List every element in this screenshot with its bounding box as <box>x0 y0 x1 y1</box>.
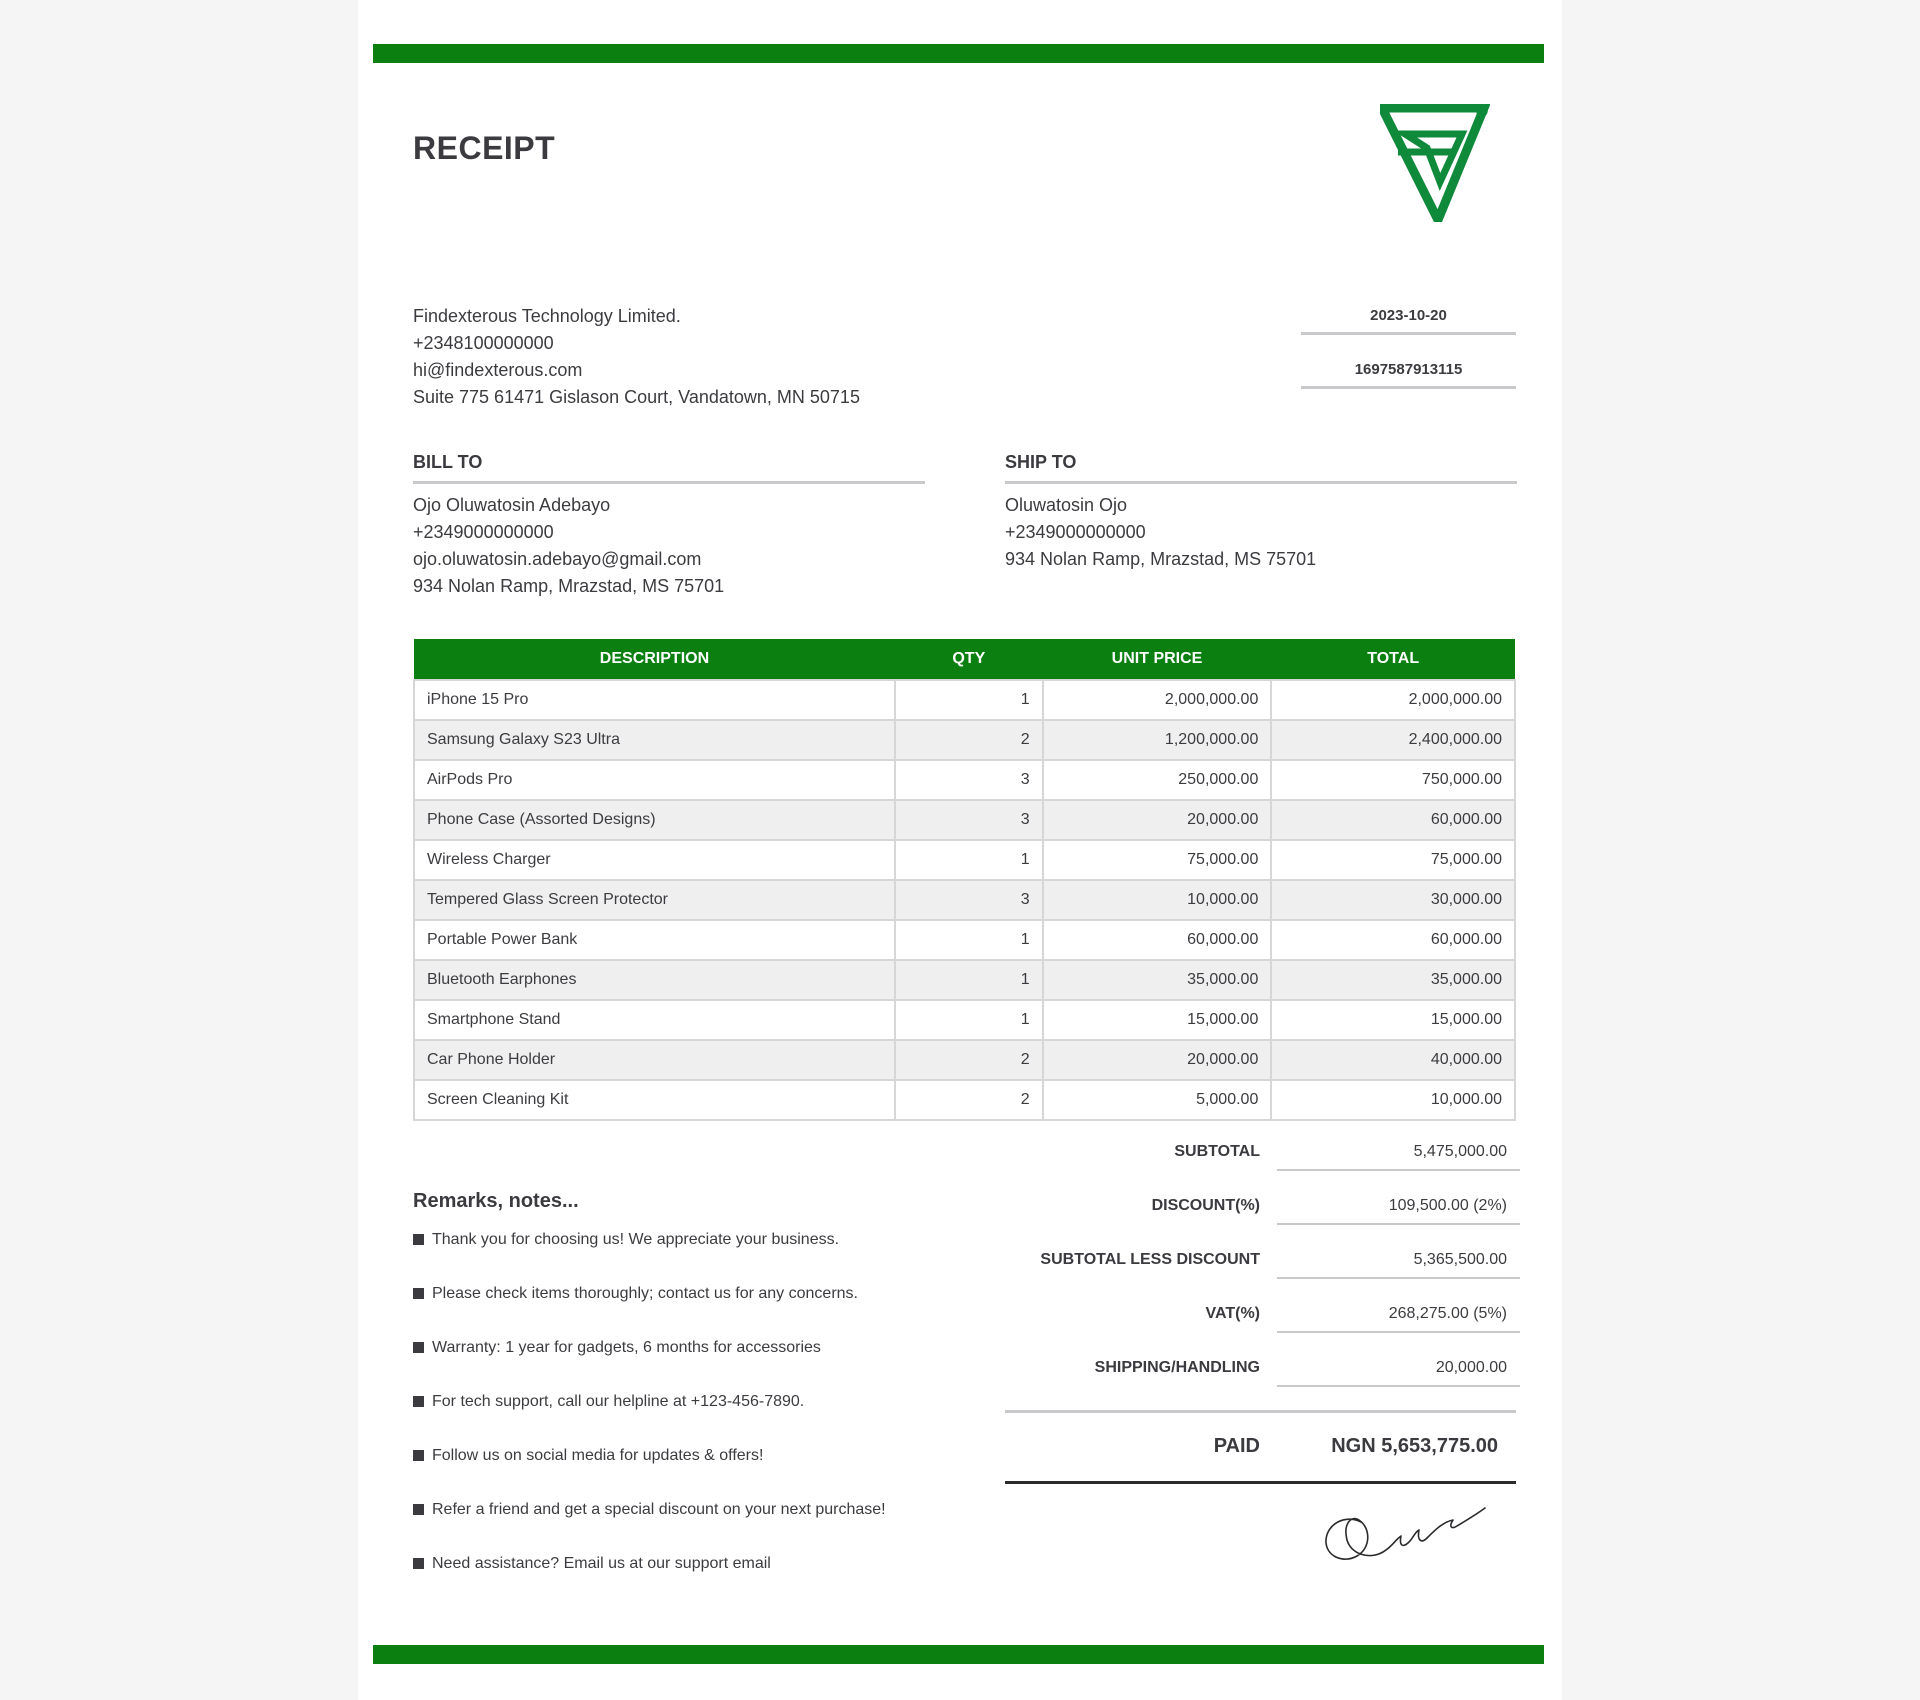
remarks-heading: Remarks, notes... <box>413 1190 579 1212</box>
table-row <box>414 720 1515 760</box>
page-title: RECEIPT <box>413 130 556 166</box>
item-total: 15,000.00 <box>1271 1000 1515 1040</box>
item-unit-price: 5,000.00 <box>1043 1080 1272 1120</box>
table-row <box>414 1040 1515 1080</box>
table-row <box>414 880 1515 920</box>
item-qty: 1 <box>895 920 1043 960</box>
item-description: Phone Case (Assorted Designs) <box>414 800 895 840</box>
remark-text: Follow us on social media for updates & offers! <box>432 1447 764 1464</box>
company-address: Suite 775 61471 Gislason Court, Vandatown, MN 50715 <box>413 387 860 407</box>
totals-section <box>1005 1133 1516 1403</box>
bill-to-phone: +2349000000000 <box>413 522 554 542</box>
subtotal-less-discount-row <box>1005 1241 1516 1295</box>
list-item <box>413 1501 973 1555</box>
item-description: Screen Cleaning Kit <box>414 1080 895 1120</box>
paid-amount: NGN 5,653,775.00 <box>1331 1435 1498 1457</box>
item-description: Wireless Charger <box>414 840 895 880</box>
item-total: 10,000.00 <box>1271 1080 1515 1120</box>
bullet-square-icon <box>413 1288 424 1299</box>
discount-label: DISCOUNT(%) <box>1151 1197 1260 1214</box>
ship-to-phone: +2349000000000 <box>1005 522 1146 542</box>
item-qty: 3 <box>895 800 1043 840</box>
item-description: Portable Power Bank <box>414 920 895 960</box>
shipping-label: SHIPPING/HANDLING <box>1094 1359 1260 1376</box>
item-description: iPhone 15 Pro <box>414 680 895 720</box>
column-header-total: TOTAL <box>1271 639 1515 680</box>
item-qty: 2 <box>895 1040 1043 1080</box>
table-row <box>414 1000 1515 1040</box>
ship-to-section <box>1005 452 1517 573</box>
item-total: 35,000.00 <box>1271 960 1515 1000</box>
item-qty: 1 <box>895 1000 1043 1040</box>
list-item <box>413 1231 973 1285</box>
item-description: Tempered Glass Screen Protector <box>414 880 895 920</box>
bullet-square-icon <box>413 1450 424 1461</box>
bullet-square-icon <box>413 1342 424 1353</box>
paid-label: PAID <box>1213 1435 1260 1457</box>
item-total: 750,000.00 <box>1271 760 1515 800</box>
top-accent-bar <box>373 44 1544 63</box>
shipping-value: 20,000.00 <box>1277 1349 1520 1387</box>
item-qty: 2 <box>895 1080 1043 1120</box>
item-description: Car Phone Holder <box>414 1040 895 1080</box>
list-item <box>413 1393 973 1447</box>
table-row <box>414 800 1515 840</box>
vat-row <box>1005 1295 1516 1349</box>
receipt-date: 2023-10-20 <box>1301 307 1516 335</box>
bullet-square-icon <box>413 1234 424 1245</box>
company-name: Findexterous Technology Limited. <box>413 306 681 326</box>
bill-to-name: Ojo Oluwatosin Adebayo <box>413 495 611 515</box>
list-item <box>413 1555 973 1609</box>
subtotal-less-discount-label: SUBTOTAL LESS DISCOUNT <box>1040 1251 1260 1268</box>
column-header-unit-price: UNIT PRICE <box>1043 639 1272 680</box>
item-unit-price: 60,000.00 <box>1043 920 1272 960</box>
item-unit-price: 15,000.00 <box>1043 1000 1272 1040</box>
item-unit-price: 20,000.00 <box>1043 1040 1272 1080</box>
item-qty: 2 <box>895 720 1043 760</box>
item-unit-price: 10,000.00 <box>1043 880 1272 920</box>
list-item <box>413 1285 973 1339</box>
remark-text: For tech support, call our helpline at +123-456-7890. <box>432 1393 805 1410</box>
item-unit-price: 2,000,000.00 <box>1043 680 1272 720</box>
ship-to-address: 934 Nolan Ramp, Mrazstad, MS 75701 <box>1005 549 1317 569</box>
receipt-number: 1697587913115 <box>1301 361 1516 389</box>
company-email: hi@findexterous.com <box>413 360 583 380</box>
item-description: Smartphone Stand <box>414 1000 895 1040</box>
bill-to-email: ojo.oluwatosin.adebayo@gmail.com <box>413 549 702 569</box>
table-row <box>414 760 1515 800</box>
table-row <box>414 960 1515 1000</box>
discount-row <box>1005 1187 1516 1241</box>
bottom-accent-bar <box>373 1645 1544 1664</box>
subtotal-row <box>1005 1133 1516 1187</box>
bullet-square-icon <box>413 1396 424 1407</box>
item-unit-price: 20,000.00 <box>1043 800 1272 840</box>
company-info <box>413 303 860 411</box>
bullet-square-icon <box>413 1504 424 1515</box>
bill-to-heading: BILL TO <box>413 452 925 484</box>
table-row <box>414 1080 1515 1120</box>
item-total: 2,400,000.00 <box>1271 720 1515 760</box>
item-total: 40,000.00 <box>1271 1040 1515 1080</box>
remark-text: Thank you for choosing us! We appreciate your business. <box>432 1231 840 1248</box>
item-qty: 3 <box>895 760 1043 800</box>
remark-text: Need assistance? Email us at our support email <box>432 1555 771 1572</box>
item-total: 30,000.00 <box>1271 880 1515 920</box>
subtotal-less-discount-value: 5,365,500.00 <box>1277 1241 1520 1279</box>
vat-value: 268,275.00 (5%) <box>1277 1295 1520 1333</box>
item-total: 75,000.00 <box>1271 840 1515 880</box>
items-table <box>413 639 1516 1121</box>
bill-to-address: 934 Nolan Ramp, Mrazstad, MS 75701 <box>413 576 725 596</box>
item-unit-price: 250,000.00 <box>1043 760 1272 800</box>
ship-to-name: Oluwatosin Ojo <box>1005 495 1128 515</box>
column-header-qty: QTY <box>895 639 1043 680</box>
remarks-section <box>413 1190 973 1609</box>
list-item <box>413 1339 973 1393</box>
bullet-square-icon <box>413 1558 424 1569</box>
item-total: 60,000.00 <box>1271 920 1515 960</box>
table-row <box>414 840 1515 880</box>
receipt-page <box>358 0 1562 1700</box>
item-description: Samsung Galaxy S23 Ultra <box>414 720 895 760</box>
bill-to-section <box>413 452 925 600</box>
table-header-row <box>414 639 1515 680</box>
ship-to-heading: SHIP TO <box>1005 452 1517 484</box>
table-row <box>414 920 1515 960</box>
item-unit-price: 35,000.00 <box>1043 960 1272 1000</box>
shipping-row <box>1005 1349 1516 1403</box>
item-description: Bluetooth Earphones <box>414 960 895 1000</box>
item-qty: 1 <box>895 840 1043 880</box>
vat-label: VAT(%) <box>1205 1305 1260 1322</box>
item-qty: 1 <box>895 680 1043 720</box>
list-item <box>413 1447 973 1501</box>
item-total: 60,000.00 <box>1271 800 1515 840</box>
subtotal-value: 5,475,000.00 <box>1277 1133 1520 1171</box>
column-header-description: DESCRIPTION <box>414 639 895 680</box>
handwritten-signature-icon <box>1323 1500 1493 1570</box>
company-phone: +2348100000000 <box>413 333 554 353</box>
item-description: AirPods Pro <box>414 760 895 800</box>
discount-value: 109,500.00 (2%) <box>1277 1187 1520 1225</box>
remark-text: Please check items thoroughly; contact us for any concerns. <box>432 1285 858 1302</box>
table-row <box>414 680 1515 720</box>
item-qty: 3 <box>895 880 1043 920</box>
subtotal-label: SUBTOTAL <box>1174 1143 1260 1160</box>
findexterous-logo-icon <box>1380 104 1490 222</box>
remark-text: Refer a friend and get a special discount on your next purchase! <box>432 1501 886 1518</box>
item-unit-price: 75,000.00 <box>1043 840 1272 880</box>
item-qty: 1 <box>895 960 1043 1000</box>
item-unit-price: 1,200,000.00 <box>1043 720 1272 760</box>
remark-text: Warranty: 1 year for gadgets, 6 months for accessories <box>432 1339 821 1356</box>
item-total: 2,000,000.00 <box>1271 680 1515 720</box>
paid-row <box>1005 1410 1516 1484</box>
